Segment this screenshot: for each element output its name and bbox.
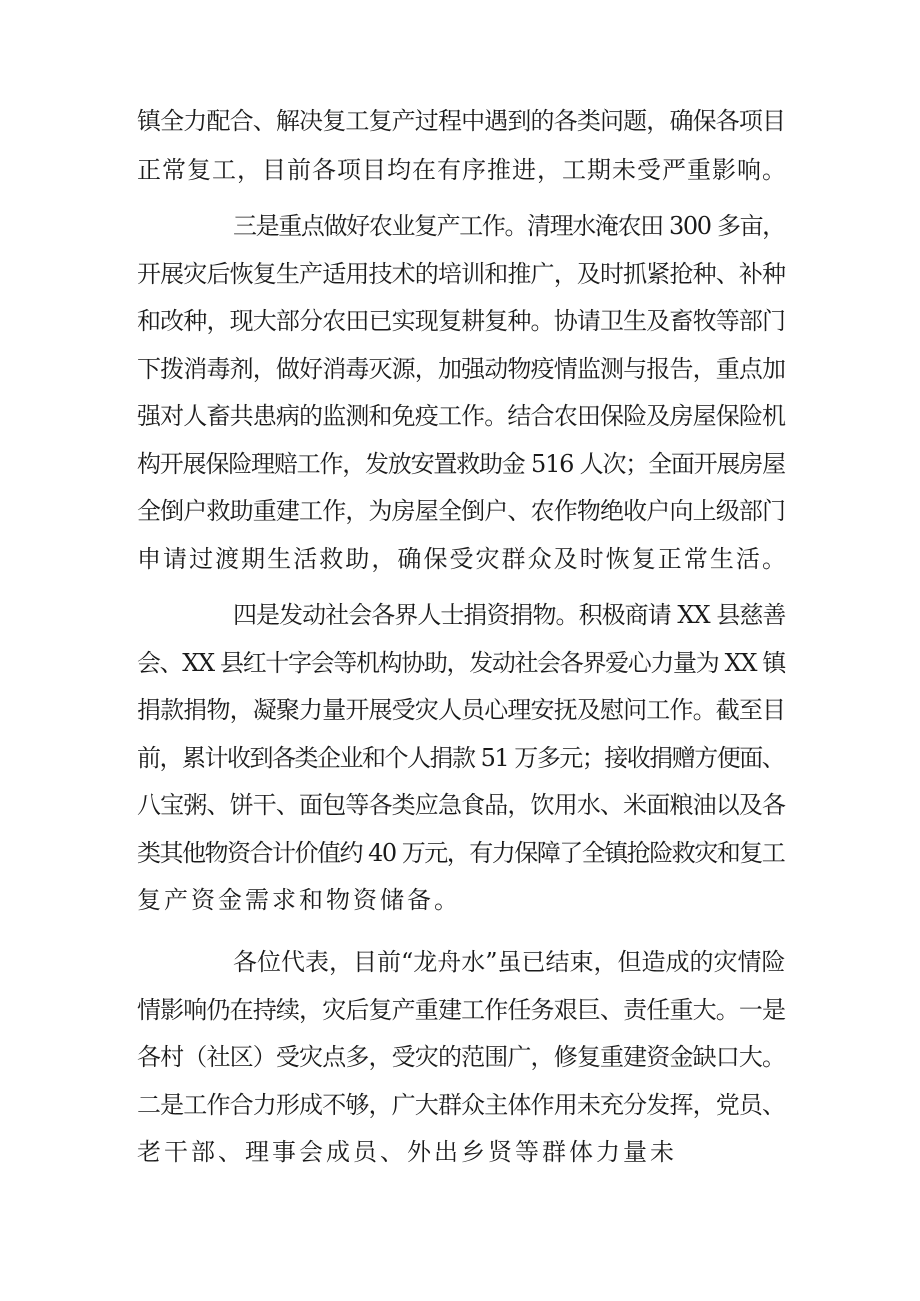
paragraph-3-line-6: 类其他物资合计价值约 40 万元，有力保障了全镇抢险救灾和复工: [137, 839, 785, 867]
paragraph-2-line-3: 和改种，现大部分农田已实现复耕复种。协请卫生及畜牧等部门: [137, 307, 786, 335]
paragraph-3-line-4: 前，累计收到各类企业和个人捐款 51 万多元；接收捐赠方便面、: [137, 744, 785, 772]
paragraph-3-line-5: 八宝粥、饼干、面包等各类应急食品，饮用水、米面粮油以及各: [137, 791, 786, 819]
paragraph-2-line-2: 开展灾后恢复生产适用技术的培训和推广，及时抓紧抢种、补种: [137, 260, 786, 288]
paragraph-2-line-1: 三是重点做好农业复产工作。清理水淹农田 300 多亩，: [233, 212, 785, 240]
paragraph-3-line-1: 四是发动社会各界人士捐资捐物。积极商请 XX 县慈善: [233, 601, 786, 629]
paragraph-1-line-1: 镇全力配合、解决复工复产过程中遇到的各类问题，确保各项目: [137, 107, 786, 135]
paragraph-3-line-2: 会、XX 县红十字会等机构协助，发动社会各界爱心力量为 XX 镇: [137, 649, 786, 677]
paragraph-1-line-2: 正常复工，目前各项目均在有序推进，工期未受严重影响。: [137, 156, 787, 184]
paragraph-2-line-4: 下拨消毒剂，做好消毒灭源，加强动物疫情监测与报告，重点加: [137, 355, 786, 383]
paragraph-2-line-8: 申请过渡期生活救助，确保受灾群众及时恢复正常生活。: [137, 545, 788, 573]
paragraph-4-line-1: 各位代表，目前“龙舟水”虽已结束，但造成的灾情险: [233, 948, 786, 976]
paragraph-2-line-6: 构开展保险理赔工作，发放安置救助金 516 人次；全面开展房屋: [137, 450, 785, 478]
paragraph-4-line-4: 二是工作合力形成不够，广大群众主体作用未充分发挥，党员、: [137, 1091, 786, 1119]
paragraph-3-line-7: 复产资金需求和物资储备。: [137, 886, 461, 914]
paragraph-4-line-5: 老干部、理事会成员、外出乡贤等群体力量未: [137, 1138, 677, 1166]
paragraph-4-line-2: 情影响仍在持续，灾后复产重建工作任务艰巨、责任重大。一是: [137, 996, 786, 1024]
paragraph-2-line-5: 强对人畜共患病的监测和免疫工作。结合农田保险及房屋保险机: [137, 402, 786, 430]
paragraph-4-line-3: 各村（社区）受灾点多，受灾的范围广，修复重建资金缺口大。: [137, 1043, 786, 1071]
paragraph-2-line-7: 全倒户救助重建工作，为房屋全倒户、农作物绝收户向上级部门: [137, 497, 786, 525]
paragraph-3-line-3: 捐款捐物，凝聚力量开展受灾人员心理安抚及慰问工作。截至目: [137, 696, 786, 724]
